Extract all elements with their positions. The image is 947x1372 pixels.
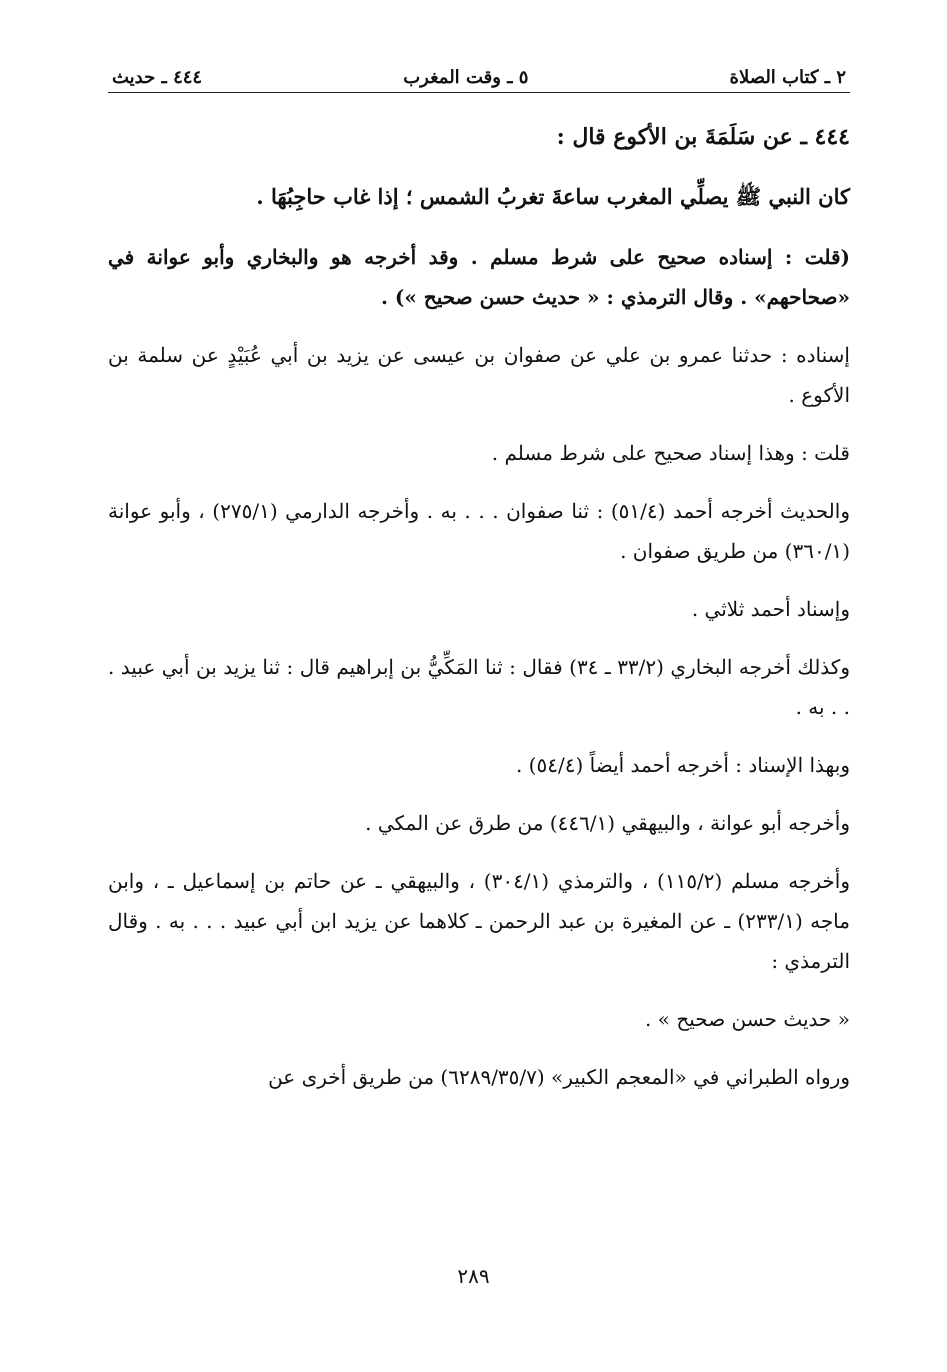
page <box>108 52 850 1115</box>
commentary-paragraph: وأخرجه مسلم (١١٥/٢) ، والترمذي (٣٠٤/١) ، والبيهقي ـ عن حاتم بن إسماعيل ـ ، وابن ماجه (٢٣٣/١) ـ عن المغيرة بن عبد الرحمن ـ كلاهما عن يزيد ابن أبي عبيد . . . به . وقال الترمذي : <box>108 869 851 973</box>
hadith-text: كان النبي ﷺ يصلِّي المغرب ساعةَ تغربُ الشمس ؛ إذا غاب حاجِبُهَا . <box>256 184 850 209</box>
commentary-paragraph: وبهذا الإسناد : أخرجه أحمد أيضاً (٥٤/٤) . <box>515 753 850 777</box>
header-chapter-title: ٥ ـ وقت المغرب <box>403 67 529 88</box>
commentary-paragraph: قلت : وهذا إسناد صحيح على شرط مسلم . <box>491 441 850 465</box>
commentary-paragraph: ورواه الطبراني في «المعجم الكبير» (٦٢٨٩/٣٥/٧) من طريق أخرى عن <box>268 1065 850 1089</box>
running-header <box>108 52 850 93</box>
commentary-paragraph: وكذلك أخرجه البخاري (٣٣/٢ ـ ٣٤) فقال : ثنا المَكِّيُّ بن إبراهيم قال : ثنا يزيد بن أبي عبيد . . . به . <box>108 655 850 719</box>
header-hadith-number: ٤٤٤ ـ حديث <box>112 67 203 88</box>
page-number: ٢٨٩ <box>457 1264 490 1288</box>
commentary-paragraph: والحديث أخرجه أحمد (٥١/٤) : ثنا صفوان . . . به . وأخرجه الدارمي (٢٧٥/١) ، وأبو عوانة (٣٦٠/١) من طريق صفوان . <box>108 499 850 563</box>
quoted-grading: « حديث حسن صحيح » . <box>645 1007 850 1031</box>
commentary-paragraph: وإسناد أحمد ثلاثي . <box>691 597 850 621</box>
grading-note: (قلت : إسناده صحيح على شرط مسلم . وقد أخرجه هو والبخاري وأبو عوانة في «صحاحهم» . وقال الترمذي : « حديث حسن صحيح ») . <box>108 245 850 309</box>
hadith-title: ٤٤٤ ـ عن سَلَمَةَ بن الأكوع قال : <box>556 124 850 150</box>
commentary-paragraph: وأخرجه أبو عوانة ، والبيهقي (٤٤٦/١) من طرق عن المكي . <box>365 811 850 835</box>
page-body <box>108 93 850 1097</box>
commentary-paragraph: إسناده : حدثنا عمرو بن علي عن صفوان بن عيسى عن يزيد بن أبي عُبَيْدٍ عن سلمة بن الأكوع . <box>108 343 850 407</box>
header-book-title: ٢ ـ كتاب الصلاة <box>729 67 846 88</box>
